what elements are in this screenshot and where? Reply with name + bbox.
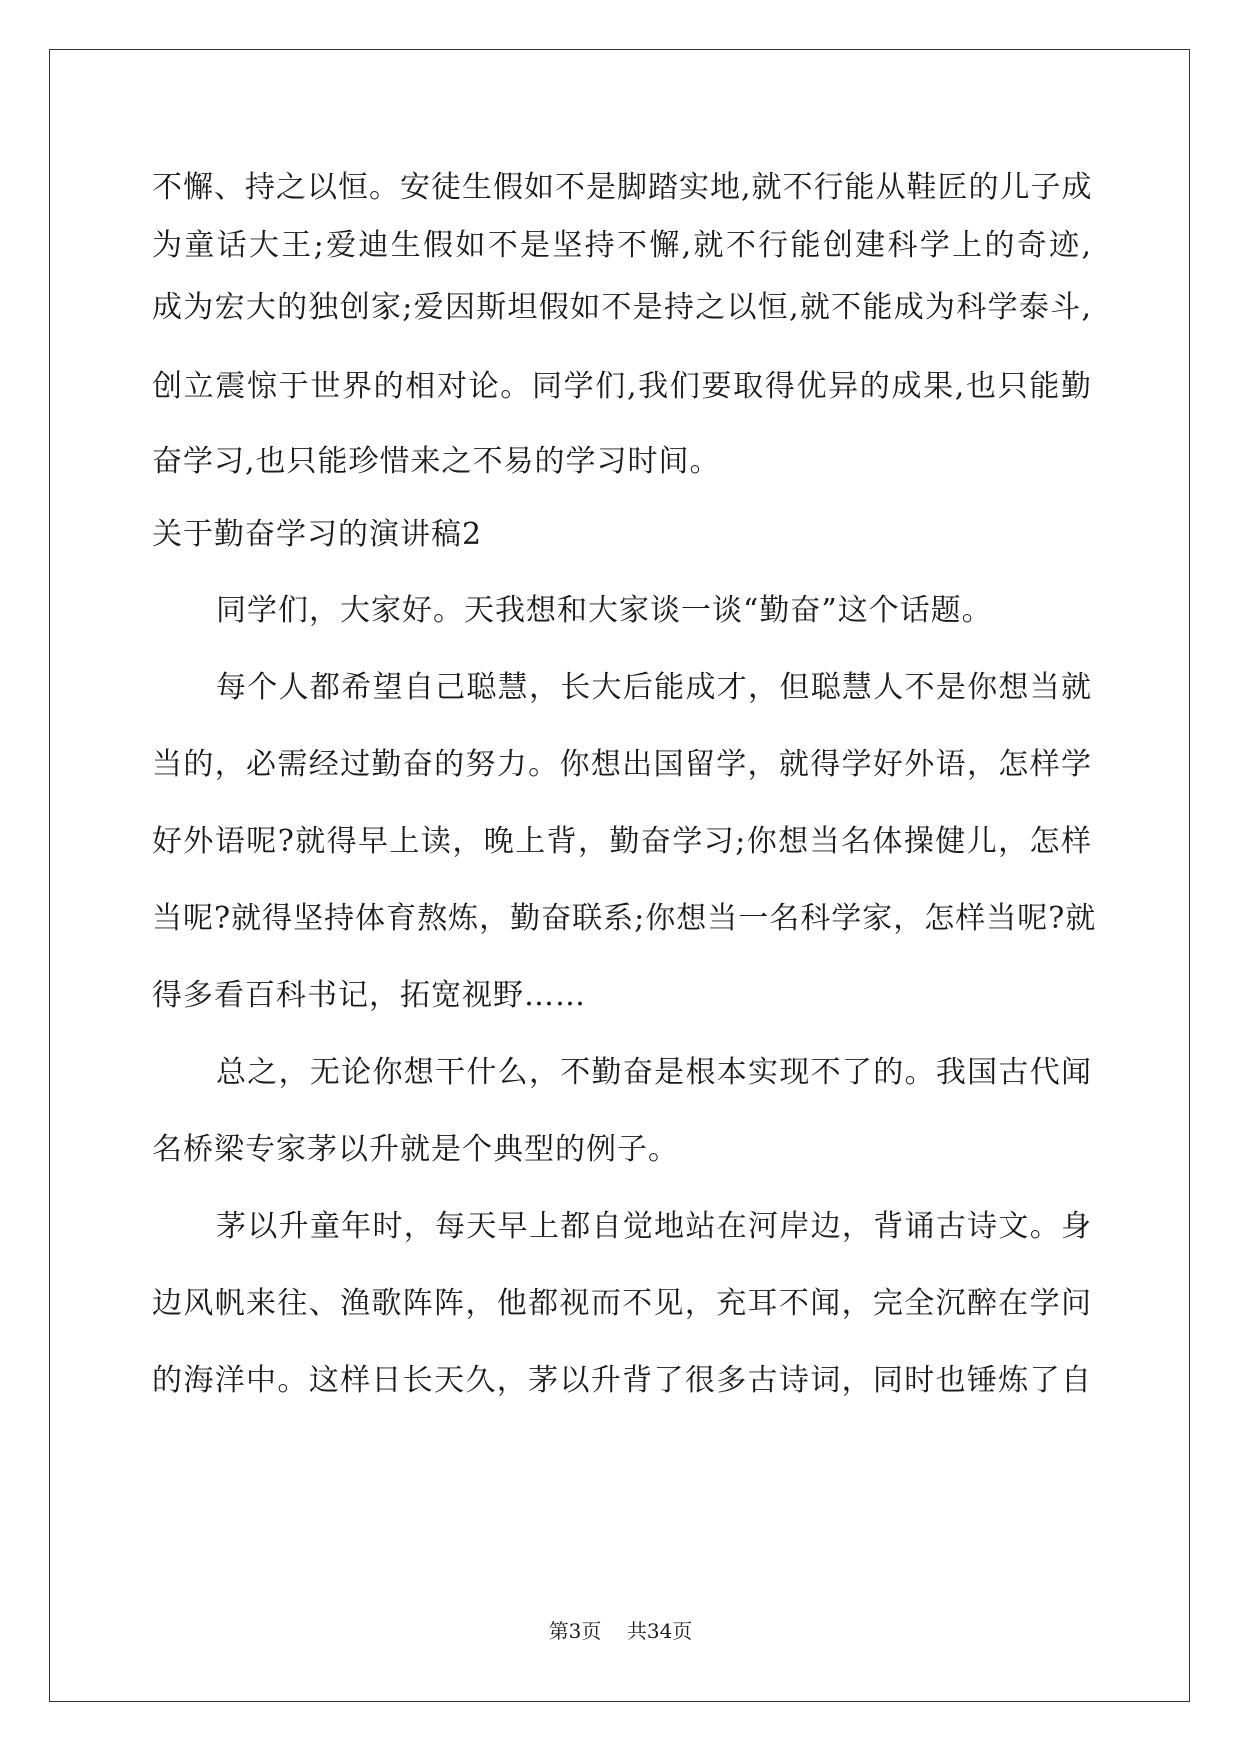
paragraph-line: 得多看百科书记，拓宽视野……	[152, 978, 586, 1013]
paragraph-line: 当的，必需经过勤奋的努力。你想出国留学，就得学好外语，怎样学	[152, 747, 1092, 782]
page-footer	[0, 1618, 1241, 1644]
paragraph-line: 总之，无论你想干什么，不勤奋是根本实现不了的。我国古代闻	[216, 1055, 1092, 1090]
body-line: 不懈、持之以恒。安徒生假如不是脚踏实地,就不行能从鞋匠的儿子成	[152, 170, 1093, 205]
paragraph-line: 同学们，大家好。天我想和大家谈一谈“勤奋”这个话题。	[216, 593, 993, 628]
section-heading: 关于勤奋学习的演讲稿2	[152, 517, 483, 552]
body-line: 创立震惊于世界的相对论。同学们,我们要取得优异的成果,也只能勤	[152, 369, 1092, 404]
paragraph-line: 当呢?就得坚持体育熬炼，勤奋联系;你想当一名科学家，怎样当呢?就	[152, 901, 1097, 936]
body-line: 奋学习,也只能珍惜来之不易的学习时间。	[152, 444, 721, 479]
paragraph-line: 边风帆来往、渔歌阵阵，他都视而不见，充耳不闻，完全沉醉在学问	[152, 1286, 1092, 1321]
page-total: 共34页	[626, 1619, 693, 1643]
page-number: 第3页	[548, 1619, 602, 1643]
paragraph-line: 的海洋中。这样日长天久，茅以升背了很多古诗词，同时也锤炼了自	[152, 1363, 1092, 1398]
paragraph-line: 每个人都希望自己聪慧，长大后能成才，但聪慧人不是你想当就	[216, 670, 1092, 705]
body-line: 成为宏大的独创家;爱因斯坦假如不是持之以恒,就不能成为科学泰斗,	[152, 290, 1092, 325]
paragraph-line: 名桥梁专家茅以升就是个典型的例子。	[152, 1132, 679, 1167]
paragraph-line: 好外语呢?就得早上读，晚上背，勤奋学习;你想当名体操健儿，怎样	[152, 824, 1092, 859]
paragraph-line: 茅以升童年时，每天早上都自觉地站在河岸边，背诵古诗文。身	[216, 1209, 1092, 1244]
body-line: 为童话大王;爱迪生假如不是坚持不懈,就不行能创建科学上的奇迹,	[152, 228, 1092, 263]
